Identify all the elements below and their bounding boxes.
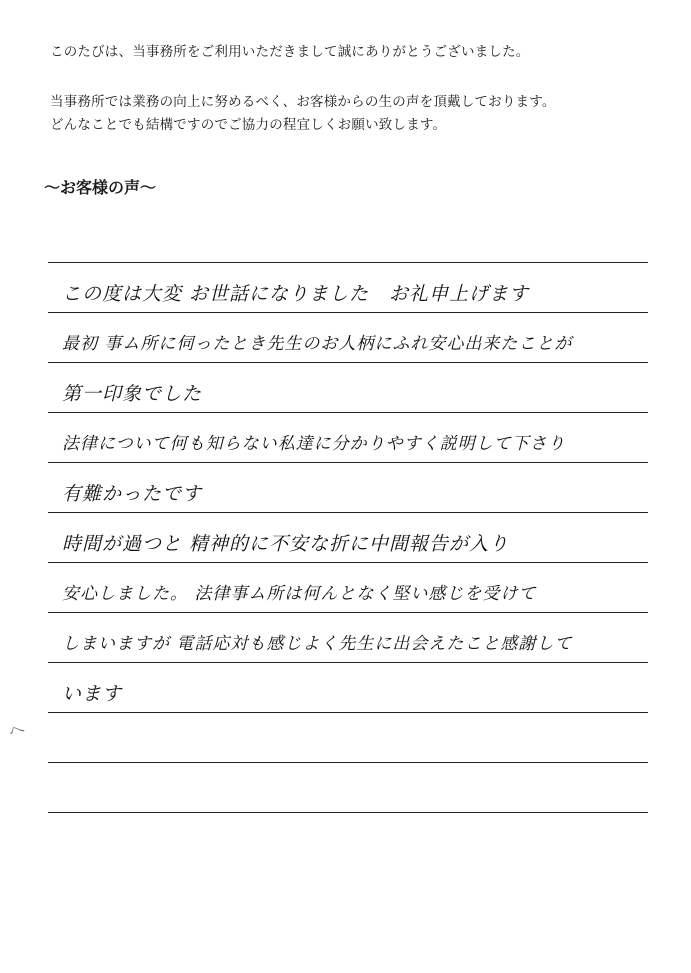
handwritten-line: 安心しました。 法律事ム所は何んとなく堅い感じを受けて — [62, 584, 537, 604]
handwritten-line: しまいますが 電話応対も感じよく先生に出会えたこと感謝して — [62, 634, 573, 654]
ruled-line — [48, 312, 648, 313]
ruled-line — [48, 462, 648, 463]
customer-voice-heading: ～お客様の声～ — [44, 178, 157, 197]
intro-request-text-1: 当事務所では業務の向上に努めるべく、お客様からの生の声を頂戴しております。 — [50, 94, 556, 110]
ruled-line — [48, 812, 648, 813]
ruled-line — [48, 512, 648, 513]
ruled-line — [48, 262, 648, 263]
handwritten-line: 法律について何も知らない私達に分かりやすく説明して下さり — [62, 434, 566, 454]
margin-pen-mark: へ — [5, 718, 28, 743]
ruled-line — [48, 612, 648, 613]
handwritten-line: 第一印象でした — [62, 383, 203, 405]
ruled-line — [48, 712, 648, 713]
ruled-line — [48, 762, 648, 763]
intro-request-text-2: どんなことでも結構ですのでご協力の程宜しくお願い致します。 — [50, 117, 447, 133]
ruled-line — [48, 412, 648, 413]
handwritten-line: 時間が過つと 精神的に不安な折に中間報告が入り — [62, 533, 510, 555]
ruled-line — [48, 562, 648, 563]
intro-thanks-text: このたびは、当事務所をご利用いただきまして誠にありがとうございました。 — [50, 44, 530, 60]
ruled-line — [48, 662, 648, 663]
ruled-line — [48, 362, 648, 363]
handwritten-comment-area — [48, 262, 648, 822]
handwritten-line: 最初 事ム所に伺ったとき先生のお人柄にふれ安心出来たことが — [62, 334, 573, 354]
handwritten-line: この度は大変 お世話になりました お礼申上げます — [62, 283, 530, 305]
handwritten-line: 有難かったです — [62, 483, 203, 505]
handwritten-line: います — [62, 683, 123, 705]
